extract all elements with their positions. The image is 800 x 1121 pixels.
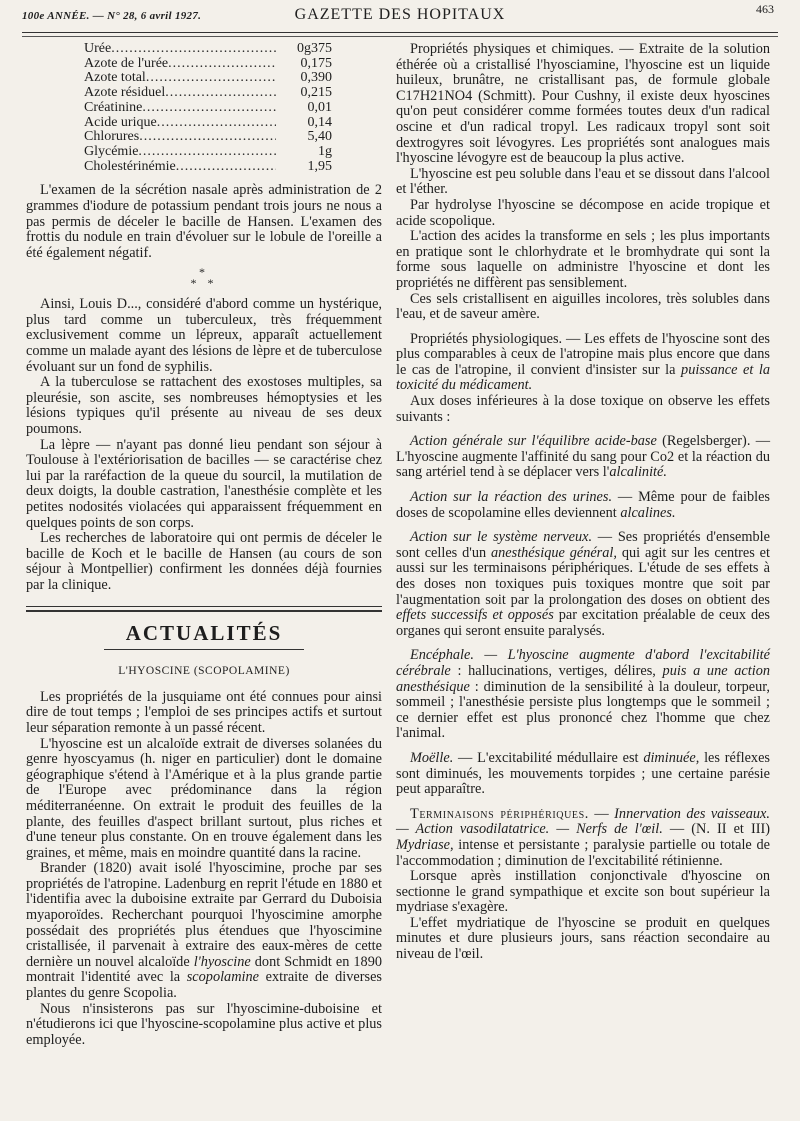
- lab-row: Azote total ..... 0,390: [26, 71, 382, 86]
- paragraph: Terminaisons périphériques. — Innervation des vaisseaux. — Action vasodilatatrice. — Nerfs de l'œil. — (N. II et III) Mydriase, intense et persistante ; paralysie partielle ou totale de l'accommodation ; diminution de l'excitabilité rétinienne.: [396, 805, 770, 869]
- paragraph: L'hyoscine est peu soluble dans l'eau et se dissout dans l'alcool et l'éther.: [396, 165, 770, 198]
- page-number: 463: [756, 2, 774, 16]
- lab-results-table: [26, 42, 382, 174]
- lab-row: Cholestérinémie ..... 1,95: [26, 160, 382, 175]
- lab-row: Urée ..... 0g375: [26, 42, 382, 57]
- lab-row: Azote de l'urée ..... 0,175: [26, 57, 382, 72]
- paragraph: L'examen de la sécrétion nasale après administration de 2 grammes d'iodure de potassium pendant trois jours ne nous a pas permis de déceler le bacille de Hansen. L'examen des frottis du nodule en train d'évoluer sur le lobule de l'oreille a été également négatif.: [26, 182, 382, 261]
- paragraph: Lorsque après instillation conjonctivale d'hyoscine on sectionne le grand sympathique et excite son bout supérieur la mydriase s'exagère.: [396, 868, 770, 916]
- paragraph: Propriétés physiologiques. — Les effets de l'hyoscine sont des plus comparables à ceux de l'atropine mais plus encore que dans le cas de l'atropine, il convient d'insister sur la puissance et la toxicité du médicament.: [396, 330, 770, 394]
- section-divider: [26, 606, 382, 607]
- lab-row: Créatinine ..... 0,01: [26, 101, 382, 116]
- paragraph: Les recherches de laboratoire qui ont permis de déceler le bacille de Koch et le bacille de Hansen (au cours de son séjour à Montpellier) confirment les données déjà fournies par la clinique.: [26, 530, 382, 593]
- issue-info: 100e ANNÉE. — N° 28, 6 avril 1927.: [22, 10, 202, 22]
- paragraph: Action sur la réaction des urines. — Même pour de faibles doses de scopolamine elles deviennent alcalines.: [396, 489, 770, 521]
- lab-row: Acide urique ..... 0,14: [26, 116, 382, 131]
- paragraph: L'action des acides la transforme en sels ; les plus importants en pratique sont le chlorhydrate et le bromhydrate qui sont la forme sous laquelle on administre l'hyoscine et dont les propriétés ne diffèrent pas sensiblement.: [396, 228, 770, 291]
- lab-row: Glycémie ..... 1g: [26, 145, 382, 160]
- paragraph: La lèpre — n'ayant pas donné lieu pendant son séjour à Toulouse à l'extériorisation de bacilles — se caractérise chez lui par la raréfaction de la queue du sourcil, la mutilation de deux doigts, la double castration, l'anesthésie complète et les petites nodosités violacées qui apparaissent fréquemment en quelques points de son corps.: [26, 436, 382, 531]
- article-title: L'HYOSCINE (SCOPOLAMINE): [118, 665, 290, 678]
- journal-title: GAZETTE DES HOPITAUX: [294, 6, 506, 23]
- paragraph: L'effet mydriatique de l'hyoscine se produit en quelques minutes et dure plusieurs jours, sans réaction secondaire au niveau de l'œil.: [396, 914, 770, 963]
- paragraph: Ces sels cristallisent en aiguilles incolores, très solubles dans l'eau, et de saveur amère.: [396, 290, 770, 323]
- paragraph: Par hydrolyse l'hyoscine se décompose en acide tropique et acide scopolique.: [396, 196, 770, 229]
- paragraph: Nous n'insisterons pas sur l'hyoscimine-duboisine et n'étudierons ici que l'hyoscine-scopolamine plus active et plus employée.: [26, 1000, 382, 1048]
- section-title: ACTUALITÉS: [125, 620, 283, 645]
- paragraph: Action sur le système nerveux. — Ses propriétés d'ensemble sont celles d'un anesthésique général, qui agit sur les centres et aussi sur les terminaisons périphériques. L'étude de ses effets à des doses non toxiques puis toxiques montre que soit par l'augmentation soit par la prolongation des doses on obtient des effets successifs et opposés par excitation préalable de ceux des organes qui seront ensuite paralysés.: [396, 529, 770, 639]
- paragraph: Action générale sur l'équilibre acide-base (Regelsberger). — L'hyoscine augmente l'affinité du sang pour Co2 et la réaction du sang artériel tend à se déplacer vers l'alcalinité.: [396, 433, 770, 481]
- paragraph: Moëlle. — L'excitabilité médullaire est diminuée, les réflexes sont diminués, les mouvements torpides ; une certaine parésie peut apparaître.: [396, 749, 770, 798]
- page-header: [22, 0, 778, 36]
- lab-row: Chlorures ..... 5,40: [26, 130, 382, 145]
- right-column: [396, 42, 770, 963]
- header-rule: [22, 32, 778, 33]
- paragraph: L'hyoscine est un alcaloïde extrait de diverses solanées du genre hyoscyamus (h. niger en particulier) dont le domaine géographique s'étend à l'Amérique et à la plus grande partie de l'Europe avec prédominance dans la région méditerranéenne. On extrait le produit des feuilles de la plante, des feuilles d'aspect brillant surtout, plus riches et d'une teneur plus constante. On en trouve également dans les graines, et même, mais en moindre quantité dans la racine.: [26, 735, 382, 861]
- section-asterisks: * * *: [190, 265, 218, 291]
- paragraph: Propriétés physiques et chimiques. — Extraite de la solution éthérée où a cristallisé l'hyosciamine, l'hyoscine est un liquide huileux, brunâtre, ne cristallisant pas, de formule globale C17H21NO4 (Schmitt). Pour Cushny, il existe deux hyoscines qu'on peut considérer comme formées toutes deux d'un radical oscine et d'un radical tropyl. Les radicaux tropyl sont soit dextrogyres soit lévogyres. Les propriétés sont analogues mais l'hyoscine lévogyre est de beaucoup la plus active.: [396, 41, 770, 167]
- paragraph: Ainsi, Louis D..., considéré d'abord comme un hystérique, plus tard comme un tuberculeux, très fréquemment exclusivement comme un lépreux, apparaît actuellement comme un malade ayant des lésions de lèpre et de tuberculose évoluant sur un fond de syphilis.: [26, 296, 382, 375]
- header-rule-thin: [22, 36, 778, 37]
- paragraph: Les propriétés de la jusquiame ont été connues pour ainsi dire de tout temps ; l'emploi de ses principes actifs et surtout leur séparation remonte à un passé récent.: [26, 688, 382, 736]
- paragraph: Aux doses inférieures à la dose toxique on observe les effets suivants :: [396, 393, 770, 425]
- left-column: [26, 42, 382, 1048]
- paragraph: A la tuberculose se rattachent des exostoses multiples, sa pleurésie, son ascite, ses nombreuses hémoptysies et les lésions typiques qu'il présente au niveau de ses deux poumons.: [26, 374, 382, 438]
- lab-row: Azote résiduel ..... 0,215: [26, 86, 382, 101]
- section-divider-thick: [26, 610, 382, 612]
- title-rule: [104, 649, 304, 650]
- paragraph: Encéphale. — L'hyoscine augmente d'abord l'excitabilité cérébrale : hallucinations, vertiges, délires, puis a une action anesthésique : diminution de la sensibilité à la douleur, torpeur, sommeil ; l'anesthésie persiste plus longtemps que le sommeil ; ce dernier effet est plus prononcé chez l'homme que chez l'animal.: [396, 647, 770, 742]
- paragraph: Brander (1820) avait isolé l'hyoscimine, proche par ses propriétés de l'atropine. Ladenburg en reprit l'étude en 1880 et l'identifia avec la duboisine extraite par Gerrard du Duboisia myaporoïdes. Recherchant pourquoi l'hyoscimine amorphe possédait des propriétés plus étendues que l'hyoscimine cristallisée, il parvenait à extraire des eaux-mères de cette dernière un nouvel alcaloïde l'hyoscine dont Schmidt en 1890 montrait l'identité avec la scopolamine extraite de diverses plantes du genre Scopolia.: [26, 860, 382, 1002]
